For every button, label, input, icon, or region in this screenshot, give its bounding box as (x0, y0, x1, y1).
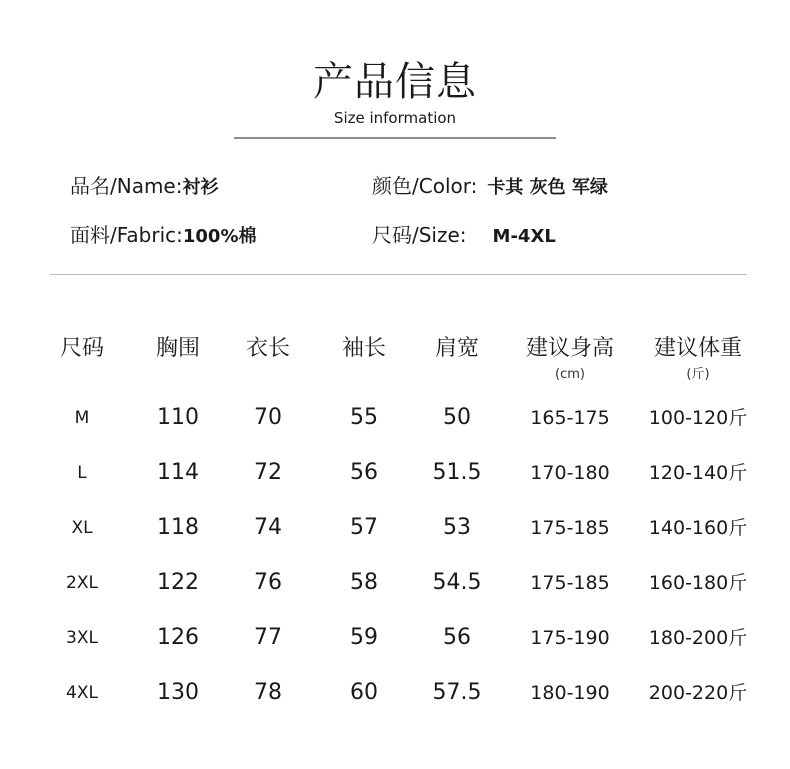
cell-shoulder: 57.5 (432, 680, 482, 705)
height-unit: (cm) (555, 367, 585, 382)
cell-length: 78 (254, 680, 282, 705)
cell-length: 74 (254, 515, 282, 540)
cell-shoulder: 56 (443, 625, 471, 650)
cell-height: 180-190 (530, 682, 610, 704)
header-weight: 建议体重 (653, 336, 743, 361)
header-length: 衣长 (245, 336, 291, 361)
size-value: M-4XL (492, 226, 556, 247)
cell-weight: 160-180斤 (648, 572, 748, 594)
page-title: 产品信息 (313, 59, 477, 105)
cell-sleeve: 57 (350, 515, 378, 540)
cell-size: 4XL (66, 683, 98, 703)
header-size: 尺码 (59, 336, 105, 361)
cell-size: 3XL (66, 628, 98, 648)
cell-sleeve: 55 (350, 405, 378, 430)
cell-sleeve: 59 (350, 625, 378, 650)
title-divider (234, 137, 556, 139)
info-color (372, 172, 608, 202)
header-chest: 胸围 (155, 336, 201, 361)
header-sleeve: 袖长 (341, 336, 387, 361)
cell-size: XL (71, 518, 93, 538)
cell-sleeve: 58 (350, 570, 378, 595)
weight-unit: (斤) (686, 367, 710, 382)
cell-shoulder: 50 (443, 405, 471, 430)
cell-length: 77 (254, 625, 282, 650)
fabric-label: 面料/Fabric: (70, 223, 183, 247)
cell-shoulder: 51.5 (432, 460, 482, 485)
cell-chest: 130 (157, 680, 199, 705)
fabric-value: 100%棉 (182, 226, 257, 247)
color-label: 颜色/Color: (372, 174, 478, 198)
cell-height: 165-175 (530, 407, 610, 429)
size-label: 尺码/Size: (372, 223, 467, 247)
cell-size: M (74, 408, 90, 428)
cell-sleeve: 60 (350, 680, 378, 705)
cell-length: 76 (254, 570, 282, 595)
cell-height: 175-185 (530, 572, 610, 594)
cell-weight: 140-160斤 (648, 517, 748, 539)
cell-size: L (77, 463, 87, 483)
cell-shoulder: 54.5 (432, 570, 482, 595)
cell-size: 2XL (66, 573, 98, 593)
info-name (70, 172, 218, 202)
cell-chest: 122 (157, 570, 199, 595)
cell-height: 175-190 (530, 627, 610, 649)
cell-weight: 180-200斤 (648, 627, 748, 649)
cell-weight: 200-220斤 (648, 682, 748, 704)
cell-chest: 114 (157, 460, 199, 485)
cell-chest: 110 (157, 405, 199, 430)
cell-height: 175-185 (530, 517, 610, 539)
cell-chest: 118 (157, 515, 199, 540)
section-divider (50, 274, 747, 275)
name-value: 衬衫 (182, 177, 219, 198)
cell-length: 72 (254, 460, 282, 485)
name-label: 品名/Name: (70, 174, 183, 198)
header-shoulder: 肩宽 (434, 336, 480, 361)
cell-length: 70 (254, 405, 282, 430)
cell-chest: 126 (157, 625, 199, 650)
cell-shoulder: 53 (443, 515, 471, 540)
header-height: 建议身高 (525, 336, 615, 361)
info-size (372, 221, 556, 251)
title-block (0, 58, 790, 128)
cell-weight: 100-120斤 (648, 407, 748, 429)
cell-sleeve: 56 (350, 460, 378, 485)
info-fabric (70, 221, 256, 251)
page-subtitle: Size information (333, 109, 457, 127)
cell-height: 170-180 (530, 462, 610, 484)
color-value: 卡其 灰色 军绿 (487, 177, 608, 198)
cell-weight: 120-140斤 (648, 462, 748, 484)
